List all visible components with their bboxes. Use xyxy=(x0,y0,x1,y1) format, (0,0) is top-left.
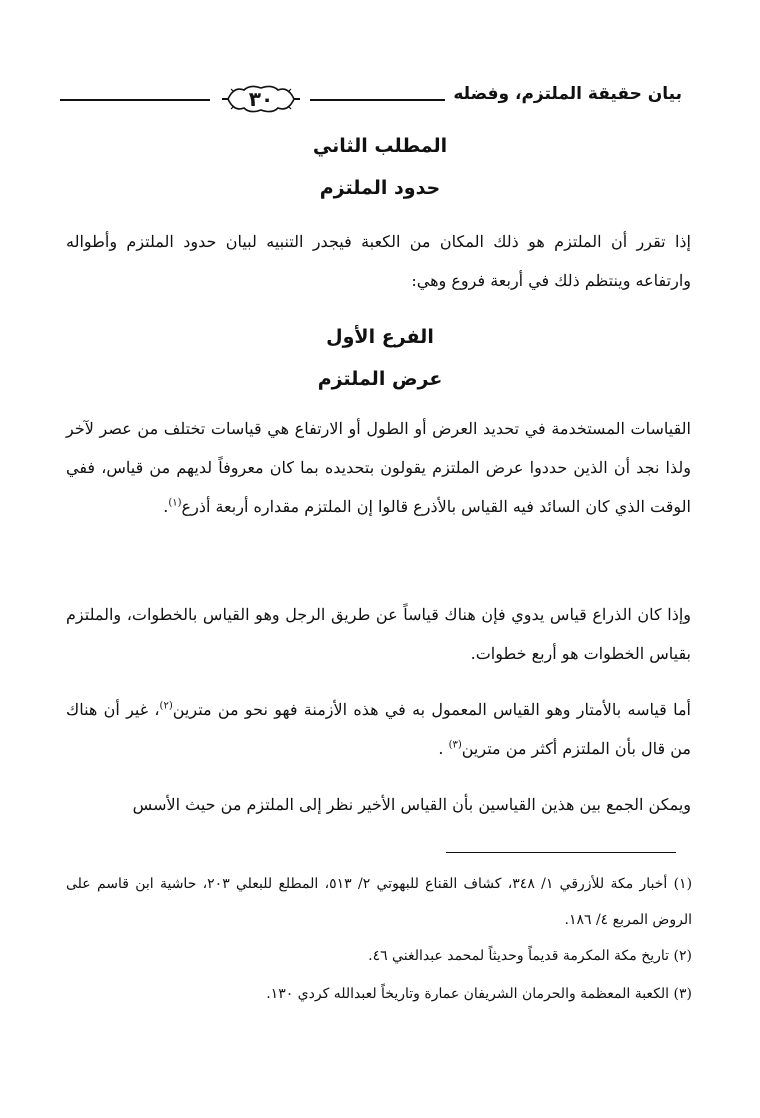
paragraph-width-measures: القياسات المستخدمة في تحديد العرض أو الطول أو الارتفاع هي قياسات تختلف من عصر لآخر ولذا نجد أن الذين حددوا عرض الملتزم يقولون بتحديده بما كان معروفاً لديهم من قياس، ففي الوقت الذي كان السائد فيه القياس بالأذرع قالوا إن الملتزم مقداره أربعة أذرع$^{(١)}$. xyxy=(66,419,691,516)
running-title: بيان حقيقة الملتزم، وفضله xyxy=(453,84,682,104)
footnote-ref-1: (١) xyxy=(168,497,182,509)
page-number-ornament xyxy=(220,82,302,116)
footnote-ref-3: (٣) xyxy=(448,739,462,751)
branch-subheading: عرض الملتزم xyxy=(317,368,443,390)
paragraph-meters: أما قياسه بالأمتار وهو القياس المعمول به في هذه الأزمنة فهو نحو من مترين$^{(٢)}$، غير أن هناك من قال بأن الملتزم أكثر من مترين$^{(٣)}$ . xyxy=(66,700,691,758)
footnote-separator xyxy=(446,852,676,853)
paragraph-text: القياسات المستخدمة في تحديد العرض أو الطول أو الارتفاع هي قياسات تختلف من عصر لآخر ولذا نجد أن الذين حددوا عرض الملتزم يقولون بتحديده بما كان معروفاً لديهم من قياس، ففي الوقت الذي كان السائد فيه القياس بالأذرع قالوا إن الملتزم مقداره أربعة أذرع xyxy=(66,419,691,516)
branch-heading: الفرع الأول xyxy=(326,326,434,348)
footnote-3: (٣) الكعبة المعظمة والحرمان الشريفان عمارة وتاريخاً لعبدالله كردي ١٣٠. xyxy=(266,986,692,1002)
page-header xyxy=(60,78,692,118)
paragraph-text: ، غير أن هناك من قال بأن الملتزم أكثر من مترين xyxy=(66,700,691,758)
paragraph-combination: ويمكن الجمع بين هذين القياسين بأن القياس الأخير نظر إلى الملتزم من حيث الأسس xyxy=(132,795,691,814)
section-heading: المطلب الثاني xyxy=(312,135,448,157)
paragraph-text: أما قياسه بالأمتار وهو القياس المعمول به في هذه الأزمنة فهو نحو من مترين xyxy=(172,700,691,719)
footnote-ref-2: (٢) xyxy=(159,700,173,712)
page-number: ٣٠ xyxy=(248,87,274,111)
paragraph-steps: وإذا كان الذراع قياس يدوي فإن هناك قياساً عن طريق الرجل وهو القياس بالخطوات، والملتزم بقياس الخطوات هو أربع خطوات. xyxy=(66,605,691,663)
section-subheading: حدود الملتزم xyxy=(319,177,441,199)
footnote-1: (١) أخبار مكة للأزرقي ١/ ٣٤٨، كشاف القناع للبهوتي ٢/ ٥١٣، المطلع للبعلي ٢٠٣، حاشية ابن قاسم على الروض المربع ٤/ ١٨٦. xyxy=(66,876,693,928)
footnote-2: (٢) تاريخ مكة المكرمة قديماً وحديثاً لمحمد عبدالغني ٤٦. xyxy=(368,948,692,964)
header-rule-left xyxy=(60,99,210,101)
header-rule-mid xyxy=(310,99,445,101)
intro-paragraph: إذا تقرر أن الملتزم هو ذلك المكان من الكعبة فيجدر التنبيه لبيان حدود الملتزم وأطواله وارتفاعه وينتظم ذلك في أربعة فروع وهي: xyxy=(66,232,691,290)
